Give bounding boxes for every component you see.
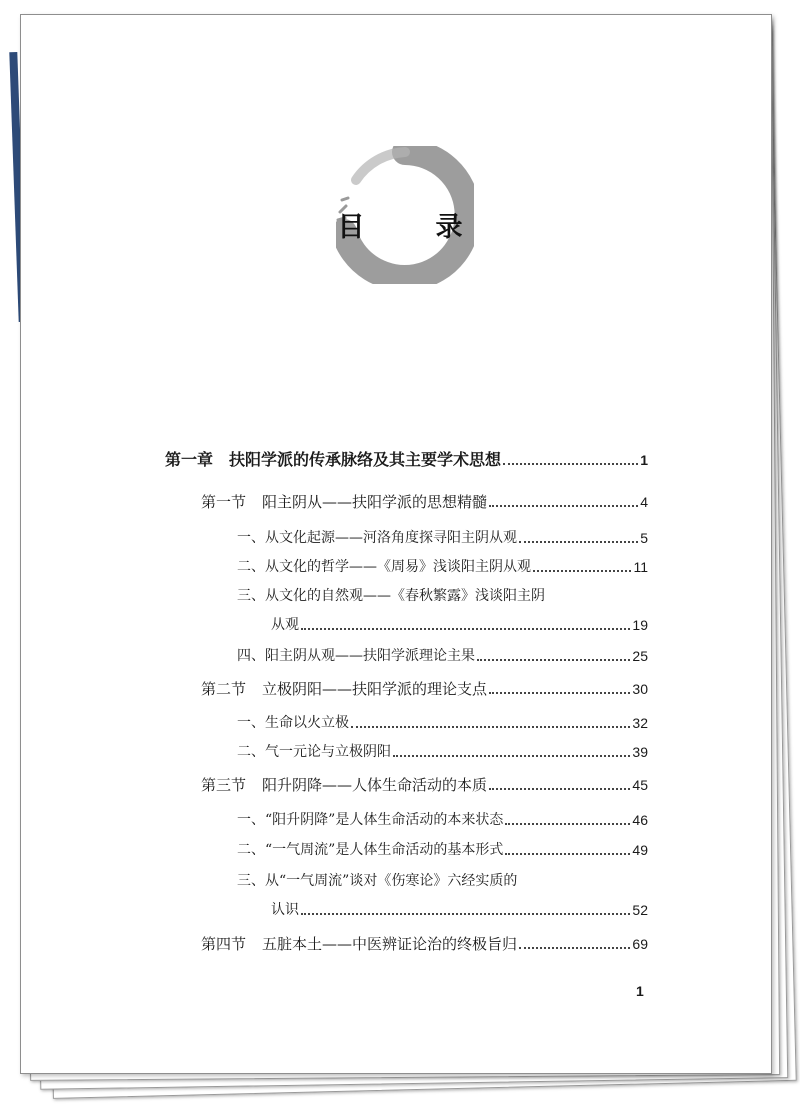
page-number: 1	[636, 983, 644, 999]
toc-item[interactable]	[271, 616, 648, 634]
toc-entry-title: 一、从文化起源——河洛角度探寻阳主阴从观	[237, 530, 517, 546]
toc-page-number: 69	[632, 936, 648, 952]
toc-entry-title: 第一章 扶阳学派的传承脉络及其主要学术思想	[165, 450, 502, 469]
toc-section-2[interactable]	[201, 680, 648, 698]
leader-dots	[393, 755, 630, 757]
toc-item[interactable]	[271, 901, 648, 919]
toc-section-3[interactable]	[201, 776, 648, 794]
leader-dots	[489, 505, 638, 507]
toc-entry-title: 一、生命以火立极	[237, 715, 349, 731]
leader-dots	[505, 853, 630, 855]
leader-dots	[505, 823, 630, 825]
toc-page-number: 49	[632, 842, 648, 858]
toc-page-number: 39	[632, 744, 648, 760]
page-title: 目 录	[337, 212, 485, 243]
toc-page-number: 1	[640, 452, 648, 468]
toc-entry-title: 二、气一元论与立极阴阳	[237, 744, 391, 760]
toc-entry-title: 第二节 立极阴阳——扶阳学派的理论支点	[201, 680, 488, 698]
toc-page-number: 52	[632, 902, 648, 918]
leader-dots	[351, 726, 630, 728]
toc-entry-title: 从观	[271, 617, 299, 633]
leader-dots	[477, 659, 630, 661]
toc-entry-title: 第四节 五脏本土——中医辨证论治的终极旨归	[201, 935, 518, 953]
toc-section-4[interactable]	[201, 935, 648, 953]
toc-item[interactable]	[237, 647, 648, 665]
leader-dots	[489, 788, 630, 790]
toc-page-number: 4	[640, 494, 648, 510]
toc-entry-title: 一、“阳升阴降”是人体生命活动的本来状态	[237, 812, 504, 828]
toc-page-number: 30	[632, 681, 648, 697]
leader-dots	[301, 913, 630, 915]
toc-page-number: 25	[632, 648, 648, 664]
toc-page-number: 19	[632, 617, 648, 633]
toc-page-number: 5	[640, 530, 648, 546]
toc-entry-title: 二、从文化的哲学——《周易》浅谈阳主阴从观	[237, 559, 531, 575]
leader-dots	[301, 628, 630, 630]
toc-item-line1[interactable]: 三、从“一气周流”谈对《伤寒论》六经实质的	[237, 873, 518, 889]
toc-entry-title: 二、“一气周流”是人体生命活动的基本形式	[237, 842, 504, 858]
toc-item[interactable]	[237, 558, 648, 576]
toc-item[interactable]	[237, 811, 648, 829]
toc-chapter-1[interactable]	[165, 451, 648, 469]
toc-entry-title: 第一节 阳主阴从——扶阳学派的思想精髓	[201, 493, 488, 511]
leader-dots	[489, 692, 630, 694]
toc-item[interactable]	[237, 714, 648, 732]
toc-entry-title: 认识	[271, 902, 299, 918]
leader-dots	[519, 541, 638, 543]
toc-item[interactable]	[237, 743, 648, 761]
toc-page-number: 46	[632, 812, 648, 828]
leader-dots	[519, 947, 630, 949]
toc-item-line1[interactable]: 三、从文化的自然观——《春秋繁露》浅谈阳主阴	[237, 588, 545, 604]
leader-dots	[533, 570, 631, 572]
toc-page-number: 32	[632, 715, 648, 731]
toc-item[interactable]	[237, 529, 648, 547]
leader-dots	[503, 463, 638, 465]
toc-entry-title: 第三节 阳升阴降——人体生命活动的本质	[201, 776, 488, 794]
toc-entry-title: 四、阳主阴从观——扶阳学派理论主果	[237, 648, 475, 664]
toc-item[interactable]	[237, 841, 648, 859]
toc-section-1[interactable]	[201, 493, 648, 511]
toc-page-number: 45	[632, 777, 648, 793]
toc-page-number: 11	[633, 559, 648, 575]
